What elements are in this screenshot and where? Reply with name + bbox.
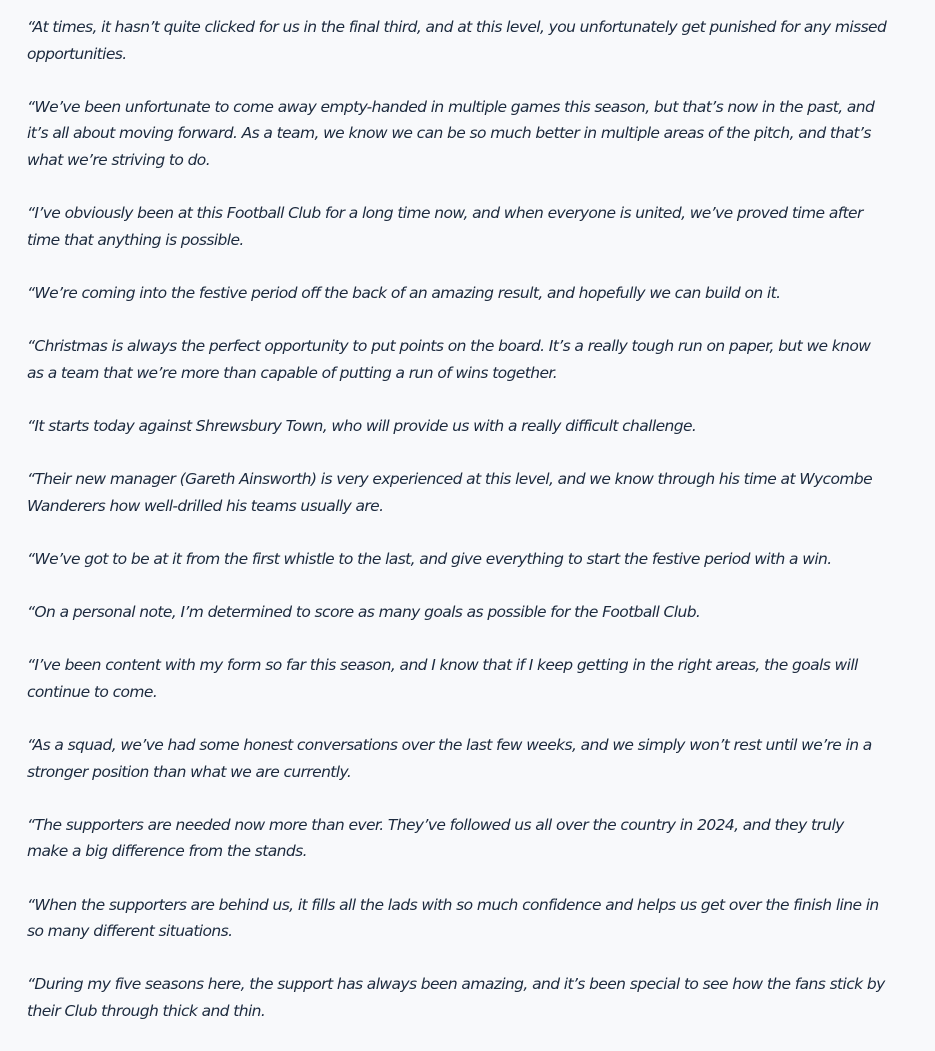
article-paragraph: “At times, it hasn’t quite clicked for us in the final third, and at this level, you unfortunately get punished for any missed opportunities.	[27, 18, 887, 63]
article-paragraph: “As a squad, we’ve had some honest conversations over the last few weeks, and we simply won’t rest until we’re in a stronger position than what we are currently.	[27, 736, 872, 781]
article-paragraph: “We’ve been unfortunate to come away empty-handed in multiple games this season, but that’s now in the past, and it’s all about moving forward. As a team, we know we can be so much better in multiple areas of the pitch, and that’s what we’re striving to do.	[27, 97, 875, 169]
article-body	[27, 14, 887, 1051]
article-paragraph: “During my five seasons here, the support has always been amazing, and it’s been special to see how the fans stick by their Club through thick and thin.	[27, 975, 885, 1020]
article-paragraph: “On a personal note, I’m determined to score as many goals as possible for the Football Club.	[27, 603, 701, 622]
article-paragraph: “The supporters are needed now more than ever. They’ve followed us all over the country in 2024, and they truly make a big difference from the stands.	[27, 815, 844, 861]
article-paragraph: “It starts today against Shrewsbury Town, who will provide us with a really difficult challenge.	[27, 416, 697, 435]
article-paragraph: “We’re coming into the festive period off the back of an amazing result, and hopefully we can build on it.	[27, 283, 781, 302]
article-paragraph: “Christmas is always the perfect opportunity to put points on the board. It’s a really tough run on paper, but we know as a team that we’re more than capable of putting a run of wins together.	[27, 337, 871, 382]
article-paragraph: “Their new manager (Gareth Ainsworth) is very experienced at this level, and we know through his time at Wycombe Wanderers how well-drilled his teams usually are.	[27, 470, 873, 515]
article-paragraph: “We’ve got to be at it from the first whistle to the last, and give everything to start the festive period with a win.	[27, 549, 832, 568]
article-paragraph: “When the supporters are behind us, it fills all the lads with so much confidence and helps us get over the finish line in so many different situations.	[27, 895, 879, 941]
article-paragraph: “I’ve been content with my form so far this season, and I know that if I keep getting in the right areas, the goals will continue to come.	[27, 656, 858, 701]
article-paragraph: “I’ve obviously been at this Football Club for a long time now, and when everyone is united, we’ve proved time after time that anything is possible.	[27, 204, 863, 249]
